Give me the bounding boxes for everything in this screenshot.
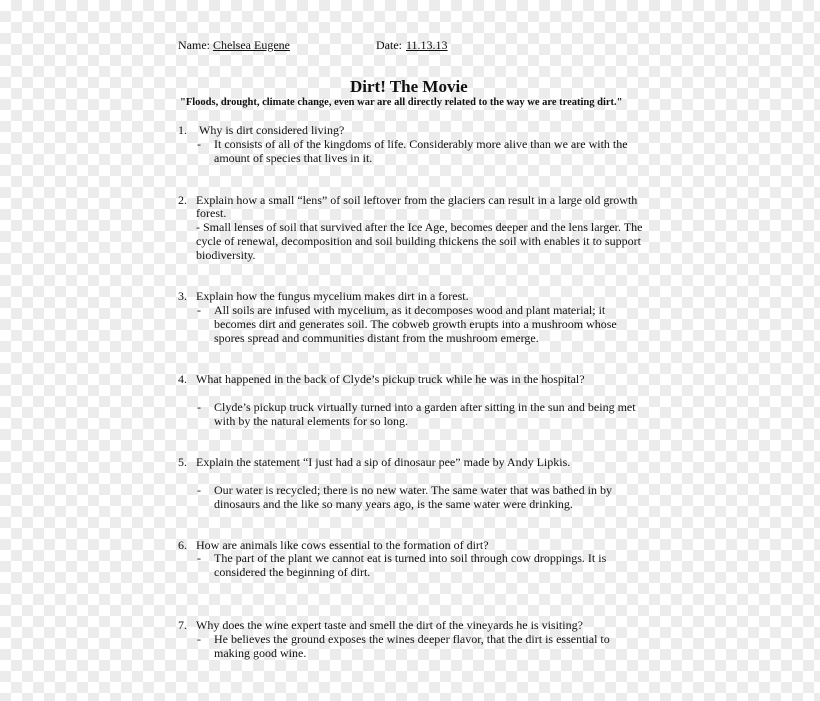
answer-text: All soils are infused with mycelium, as it decomposes wood and plant material; it	[214, 303, 606, 317]
answer-bullet: -	[197, 551, 201, 565]
question-text: forest.	[196, 206, 227, 220]
question-text: Why is dirt considered living?	[199, 123, 345, 137]
answer-text: making good wine.	[214, 646, 307, 660]
answer-bullet: -	[197, 483, 201, 497]
answer-text: It consists of all of the kingdoms of life. Considerably more alive than we are with the	[214, 137, 628, 151]
page-quote: "Floods, drought, climate change, even war are all directly related to the way we are treating dirt."	[180, 97, 623, 108]
question-number: 1.	[178, 123, 187, 137]
answer-text: biodiversity.	[196, 248, 256, 262]
answer-text: He believes the ground exposes the wines deeper flavor, that the dirt is essential to	[214, 632, 610, 646]
answer-text: - Small lenses of soil that survived after the Ice Age, becomes deeper and the lens larger. The	[196, 220, 643, 234]
question-number: 5.	[178, 455, 187, 469]
date-label: Date:	[376, 38, 402, 52]
question-number: 4.	[178, 372, 187, 386]
question-text: Why does the wine expert taste and smell the dirt of the vineyards he is visiting?	[196, 618, 583, 632]
answer-bullet: -	[197, 400, 201, 414]
answer-text: becomes dirt and generates soil. The cobweb growth erupts into a mushroom whose	[214, 317, 617, 331]
answer-text: The part of the plant we cannot eat is turned into soil through cow droppings. It is	[214, 551, 607, 565]
answer-text: Our water is recycled; there is no new water. The same water that was bathed in by	[214, 483, 612, 497]
question-text: Explain the statement “I just had a sip of dinosaur pee” made by Andy Lipkis.	[196, 455, 571, 469]
date-value: 11.13.13	[406, 38, 448, 52]
question-text: Explain how a small “lens” of soil leftover from the glaciers can result in a large old growth	[196, 193, 638, 207]
answer-text: with by the natural elements for so long.	[214, 414, 408, 428]
answer-bullet: -	[197, 632, 201, 646]
question-text: Explain how the fungus mycelium makes dirt in a forest.	[196, 289, 469, 303]
question-number: 7.	[178, 618, 187, 632]
question-number: 3.	[178, 289, 187, 303]
answer-text: cycle of renewal, decomposition and soil building thickens the soil with enables it to support	[196, 234, 641, 248]
name-label: Name:	[178, 38, 210, 52]
answer-text: dinosaurs and the like so many years ago, is the same water were drinking.	[214, 497, 573, 511]
answer-text: Clyde’s pickup truck virtually turned into a garden after sitting in the sun and being met	[214, 400, 636, 414]
answer-bullet: -	[197, 137, 201, 151]
question-text: What happened in the back of Clyde’s pickup truck while he was in the hospital?	[196, 372, 585, 386]
answer-text: amount of species that lives in it.	[214, 151, 373, 165]
question-number: 2.	[178, 193, 187, 207]
answer-text: considered the beginning of dirt.	[214, 565, 371, 579]
page-title: Dirt! The Movie	[350, 77, 468, 96]
answer-bullet: -	[197, 303, 201, 317]
name-value: Chelsea Eugene	[213, 38, 290, 52]
question-number: 6.	[178, 538, 187, 552]
answer-text: spores spread and communities distant from the mushroom emerge.	[214, 331, 539, 345]
question-text: How are animals like cows essential to the formation of dirt?	[196, 538, 489, 552]
